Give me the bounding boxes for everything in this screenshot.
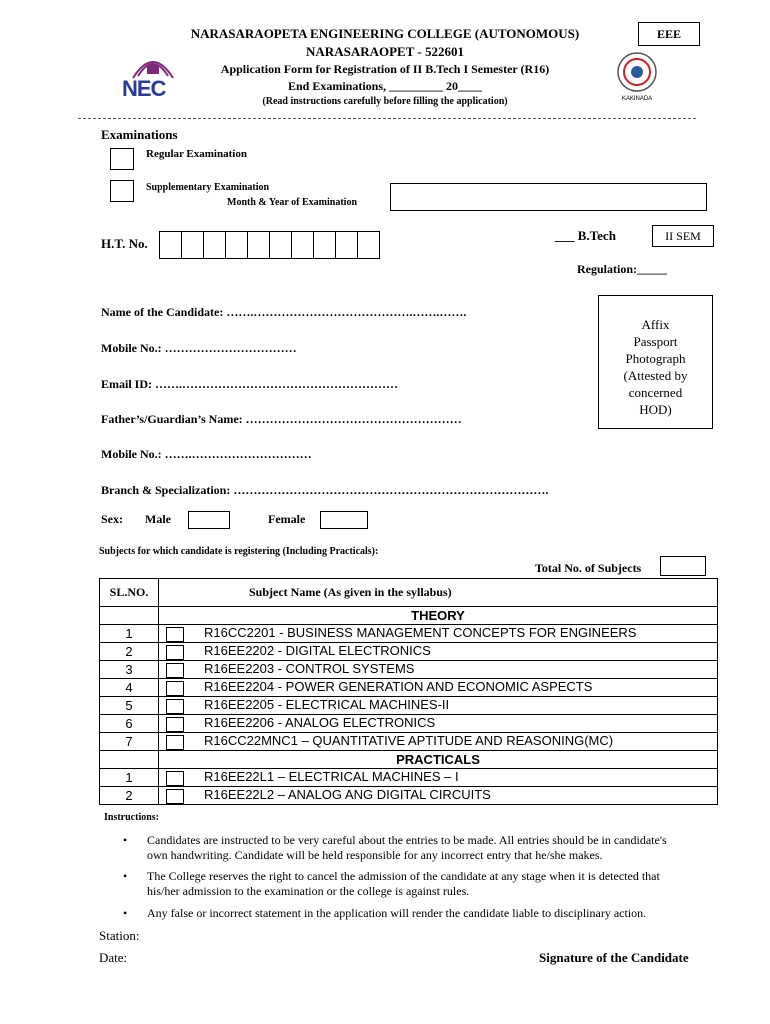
- sl-cell: [100, 607, 159, 625]
- guardian-name-field[interactable]: [101, 412, 462, 427]
- total-subjects-field[interactable]: [660, 556, 706, 576]
- subject-name: R16EE2205 - ELECTRICAL MACHINES-II: [204, 697, 450, 713]
- ht-digit-box[interactable]: [270, 231, 292, 259]
- subject-name: R16EE2203 - CONTROL SYSTEMS: [204, 661, 415, 677]
- photo-box[interactable]: [598, 295, 713, 429]
- branch-label: Branch & Specialization:: [101, 483, 231, 497]
- section-row-practicals: [100, 751, 718, 769]
- photo-line-6: HOD): [639, 402, 672, 417]
- regular-exam-checkbox[interactable]: [110, 148, 134, 170]
- guardian-name-line: ………………………………………………: [245, 412, 462, 426]
- practicals-label: PRACTICALS: [159, 751, 718, 769]
- sl-number: 1: [100, 769, 159, 787]
- column-header-subject: Subject Name (As given in the syllabus): [159, 579, 718, 607]
- subject-name: R16EE2204 - POWER GENERATION AND ECONOMIC ASPECTS: [204, 679, 593, 695]
- table-header-row: [100, 579, 718, 607]
- branch-code-box: EEE: [638, 22, 700, 46]
- college-name: NARASARAOPETA ENGINEERING COLLEGE (AUTONOMOUS): [190, 26, 580, 41]
- subject-checkbox[interactable]: [166, 717, 184, 732]
- examinations-title: Examinations: [101, 127, 178, 142]
- male-label: Male: [145, 512, 171, 526]
- subject-name: R16EE22L2 – ANALOG ANG DIGITAL CIRCUITS: [204, 787, 491, 803]
- guardian-mobile-field[interactable]: [101, 447, 312, 462]
- seal-caption: KAKINADA: [621, 96, 653, 102]
- mobile-label: Mobile No.:: [101, 341, 162, 355]
- female-checkbox[interactable]: [320, 511, 368, 529]
- ht-digit-box[interactable]: [204, 231, 226, 259]
- subject-checkbox[interactable]: [166, 771, 184, 786]
- table-row: [100, 679, 718, 697]
- subject-name: R16EE2206 - ANALOG ELECTRONICS: [204, 715, 436, 731]
- sl-number: 5: [100, 697, 159, 715]
- sl-number: 1: [100, 625, 159, 643]
- form-title: Application Form for Registration of II B.Tech I Semester (R16): [220, 62, 550, 76]
- candidate-name-field[interactable]: [101, 305, 466, 320]
- subjects-intro: Subjects for which candidate is registering (Including Practicals):: [99, 546, 379, 557]
- ht-digit-box[interactable]: [182, 231, 204, 259]
- photo-line-1: Affix: [641, 317, 670, 332]
- ht-no-boxes[interactable]: [159, 231, 380, 259]
- ht-digit-box[interactable]: [159, 231, 182, 259]
- sl-number: 7: [100, 733, 159, 751]
- subject-checkbox[interactable]: [166, 663, 184, 678]
- male-checkbox[interactable]: [188, 511, 230, 529]
- subject-name: R16CC22MNC1 – QUANTITATIVE APTITUDE AND REASONING(MC): [204, 733, 614, 749]
- signature-label: Signature of the Candidate: [539, 950, 689, 965]
- candidate-name-label: Name of the Candidate:: [101, 305, 224, 319]
- female-label: Female: [268, 512, 306, 526]
- semester-box: II SEM: [652, 225, 714, 247]
- divider: [78, 118, 696, 119]
- instruction-line: Any false or incorrect statement in the application will render the candidate liable to disciplinary action.: [147, 906, 647, 920]
- sex-label: Sex:: [101, 512, 123, 526]
- photo-line-2: Passport: [633, 334, 678, 349]
- instruction-line: his/her admission to the examination or the college is against rules.: [147, 884, 470, 898]
- bullet-icon: •: [123, 833, 128, 847]
- month-year-field[interactable]: [390, 183, 707, 211]
- instruction-item: [147, 869, 737, 899]
- table-row: [100, 643, 718, 661]
- sl-number: 4: [100, 679, 159, 697]
- table-row: [100, 697, 718, 715]
- mobile-field[interactable]: [101, 341, 297, 356]
- instruction-line: own handwriting. Candidate will be held responsible for any incorrect entry that he/she makes.: [147, 848, 603, 862]
- regulation-label: Regulation:_____: [577, 262, 667, 276]
- bullet-icon: •: [123, 906, 128, 920]
- subject-checkbox[interactable]: [166, 699, 184, 714]
- supplementary-exam-checkbox[interactable]: [110, 180, 134, 202]
- branch-line: …………………………………………………………………….: [233, 483, 549, 497]
- subject-name: R16EE22L1 – ELECTRICAL MACHINES – I: [204, 769, 459, 785]
- sl-number: 2: [100, 787, 159, 805]
- logo-text: NEC: [122, 76, 166, 101]
- email-field[interactable]: [101, 377, 398, 392]
- subject-checkbox[interactable]: [166, 735, 184, 750]
- ht-digit-box[interactable]: [336, 231, 358, 259]
- ht-no-label: H.T. No.: [101, 236, 148, 251]
- mobile-line: ……………………………: [164, 341, 297, 355]
- subjects-table: [99, 578, 718, 805]
- total-subjects-label: Total No. of Subjects: [535, 561, 642, 575]
- subject-name: R16CC2201 - BUSINESS MANAGEMENT CONCEPTS FOR ENGINEERS: [204, 625, 637, 641]
- station-label: Station:: [99, 928, 140, 943]
- bullet-icon: •: [123, 869, 128, 883]
- email-label: Email ID:: [101, 377, 152, 391]
- column-header-sl: SL.NO.: [100, 579, 159, 607]
- sl-number: 6: [100, 715, 159, 733]
- branch-field[interactable]: [101, 483, 548, 498]
- instruction-line: Candidates are instructed to be very careful about the entries to be made. All entries should be in candidate's: [147, 833, 667, 847]
- photo-line-4: (Attested by: [623, 368, 688, 383]
- email-line: …….………………………………………………: [155, 377, 398, 391]
- theory-label: THEORY: [159, 607, 718, 625]
- table-row: [100, 625, 718, 643]
- instruction-line: The College reserves the right to cancel the admission of the candidate at any stage when it is detected that: [147, 869, 660, 883]
- university-seal: [606, 50, 668, 104]
- guardian-name-label: Father’s/Guardian’s Name:: [101, 412, 243, 426]
- table-row: [100, 715, 718, 733]
- subject-checkbox[interactable]: [166, 645, 184, 660]
- subject-checkbox[interactable]: [166, 627, 184, 642]
- table-row: [100, 769, 718, 787]
- ht-digit-box[interactable]: [314, 231, 336, 259]
- table-row: [100, 661, 718, 679]
- instruction-note: (Read instructions carefully before filling the application): [262, 96, 508, 107]
- month-year-label: Month & Year of Examination: [227, 197, 357, 208]
- ht-digit-box[interactable]: [358, 231, 380, 259]
- guardian-mobile-label: Mobile No.:: [101, 447, 162, 461]
- sl-cell: [100, 751, 159, 769]
- candidate-name-line: …….………………………………….…….…….: [226, 305, 467, 319]
- table-row: [100, 787, 718, 805]
- regular-exam-label: Regular Examination: [146, 148, 247, 160]
- guardian-mobile-line: …….…………………………: [164, 447, 312, 461]
- ht-digit-box[interactable]: [292, 231, 314, 259]
- instruction-item: [147, 906, 737, 921]
- instructions-title: Instructions:: [104, 812, 160, 823]
- college-city: NARASARAOPET - 522601: [306, 44, 464, 59]
- subject-checkbox[interactable]: [166, 789, 184, 804]
- section-row-theory: [100, 607, 718, 625]
- supplementary-exam-label: Supplementary Examination: [146, 182, 270, 193]
- date-label: Date:: [99, 950, 128, 965]
- instruction-item: [147, 833, 737, 863]
- college-logo: [118, 48, 188, 104]
- exam-line: End Examinations, _________ 20____: [287, 79, 483, 93]
- ht-digit-box[interactable]: [248, 231, 270, 259]
- photo-line-3: Photograph: [625, 351, 686, 366]
- sl-number: 3: [100, 661, 159, 679]
- photo-line-5: concerned: [628, 385, 683, 400]
- table-row: [100, 733, 718, 751]
- sl-number: 2: [100, 643, 159, 661]
- subject-checkbox[interactable]: [166, 681, 184, 696]
- subject-name: R16EE2202 - DIGITAL ELECTRONICS: [204, 643, 431, 659]
- btech-label: ___ B.Tech: [555, 228, 616, 243]
- ht-digit-box[interactable]: [226, 231, 248, 259]
